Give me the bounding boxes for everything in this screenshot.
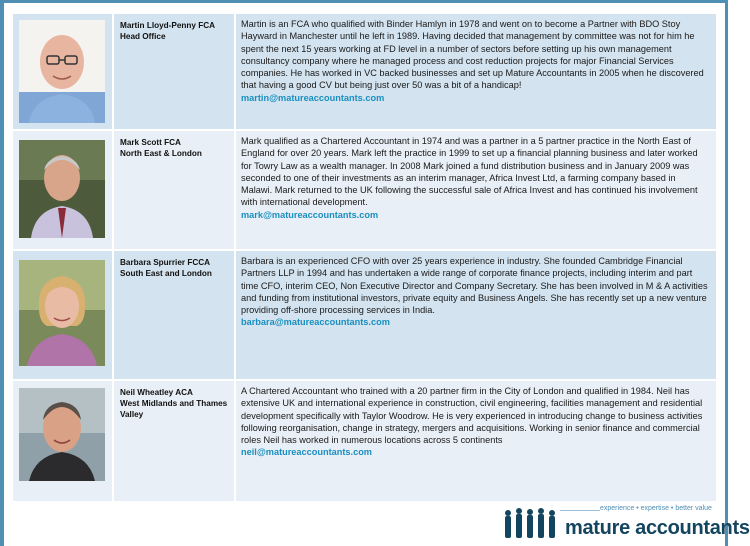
table-row <box>13 251 716 379</box>
table-row <box>13 14 716 129</box>
bio-cell <box>236 251 716 379</box>
table-row <box>13 131 716 249</box>
partner-name: Martin Lloyd-Penny FCA <box>120 21 216 30</box>
portrait-mark <box>19 140 105 238</box>
partner-name: Barbara Spurrier FCCA <box>120 258 211 267</box>
partner-region: West Midlands and Thames Valley <box>120 399 228 419</box>
name-cell <box>114 251 234 379</box>
name-cell <box>114 381 234 501</box>
people-silhouettes-icon <box>502 505 562 545</box>
partner-email-link[interactable]: martin@matureaccountants.com <box>241 92 385 103</box>
partner-table <box>13 14 716 501</box>
partner-email-link[interactable]: barbara@matureaccountants.com <box>241 317 390 328</box>
partner-bio: Martin is an FCA who qualified with Binder Hamlyn in 1978 and went on to become a Partner with BDO Stoy Hayward in Manchester until he left in 1989. Having decided that management by committee was not for him he spent the next 15 years working at FD level in a number of sectors before setting up his own management consultancy company where he managed process and cost reduction projects for major Financial Services companies. He has worked in VC backed businesses and set up Mature Accountants in 2005 when he discovered that having a good CV but being just over 50 was a bit of a handicap! <box>241 19 704 91</box>
brand-logo-text: mature accountants <box>565 517 750 539</box>
photo-cell <box>13 131 112 249</box>
partner-name: Mark Scott FCA <box>120 138 181 147</box>
portrait-martin <box>19 20 105 123</box>
partner-email-link[interactable]: neil@matureaccountants.com <box>241 447 372 458</box>
partner-email-link[interactable]: mark@matureaccountants.com <box>241 209 379 220</box>
partner-region: Head Office <box>120 32 166 41</box>
bio-cell <box>236 381 716 501</box>
tagline-rule <box>560 510 600 511</box>
bio-cell <box>236 131 716 249</box>
name-cell <box>114 131 234 249</box>
partner-bio: Mark qualified as a Chartered Accountant in 1974 and was a partner in a 5 partner practice in the North East of England for over 20 years. Mark left the practice in 1999 to set up a financial planning business and later worked for Towry Law as a wealth manager. In 2008 Mark joined a fund distribution business and in January 2009 was seconded to one of their investments as an interim manager, Africa Invest Ltd, a farming company based in Malawi. Mark returned to the UK following the successful sale of Africa Invest and has continued his involvement with international development. <box>241 136 698 208</box>
name-cell <box>114 14 234 129</box>
table-row <box>13 381 716 501</box>
photo-cell <box>13 251 112 379</box>
partner-region: North East & London <box>120 149 202 158</box>
portrait-barbara <box>19 260 105 366</box>
partner-bio: Barbara is an experienced CFO with over 25 years experience in industry. She founded Cambridge Financial Partners LLP in 1994 and has undertaken a wide range of corporate finance projects, including interim and part time CFO, interim CEO, Non Executive Director and Company Secretary. She has been involved in M & A activities and funding from institutional investors, private equity and Business Angels. She has recently set up a new venture providing off-shore processing services in India. <box>241 256 708 316</box>
photo-cell <box>13 14 112 129</box>
brand-tagline: experience • expertise • better value <box>600 505 712 512</box>
partner-bio: A Chartered Accountant who trained with a 20 partner firm in the City of London and qualified in 1984. Neil has extensive UK and international experience in construction, civil engineering, facilities management and residential development specifically with Taylor Woodrow. He is very experienced in introducing change to business activities following reorganisation, change in strategy, mergers and acquisitions. Working in senior finance and commercial roles Neil has worked in numerous locations across 5 continents <box>241 386 703 446</box>
bio-cell <box>236 14 716 129</box>
portrait-neil <box>19 388 105 481</box>
partner-region: South East and London <box>120 269 212 278</box>
partner-name: Neil Wheatley ACA <box>120 388 193 397</box>
photo-cell <box>13 381 112 501</box>
